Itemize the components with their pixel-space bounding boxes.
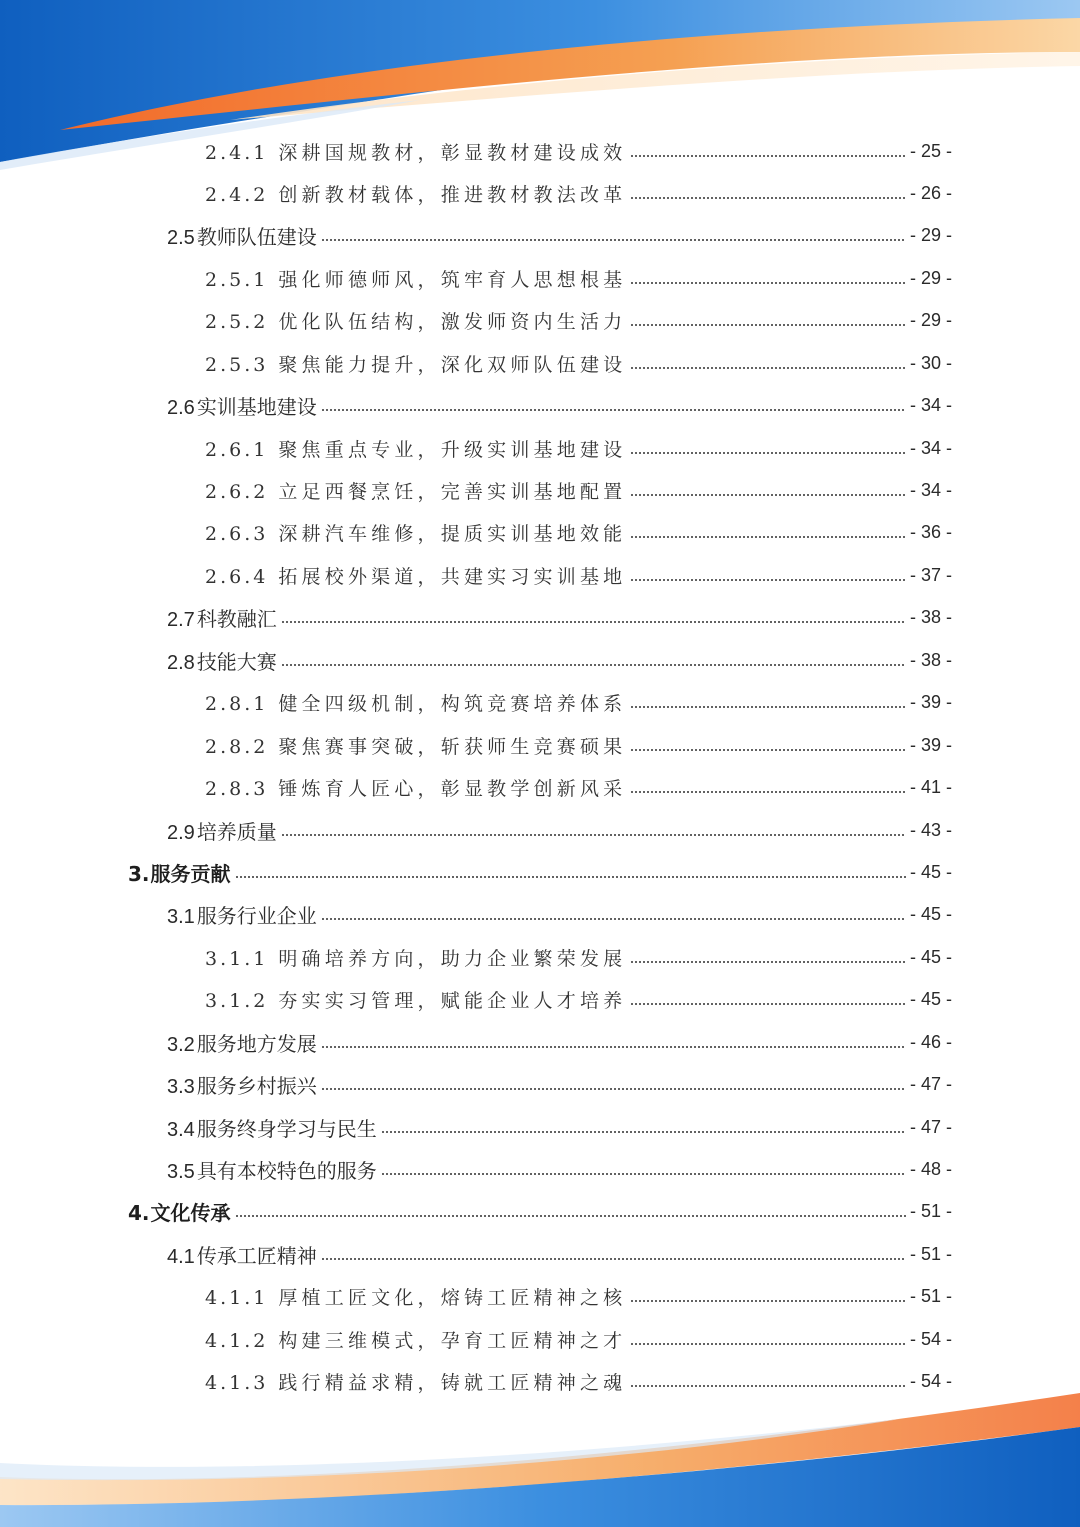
- toc-entry-number: 2.6.4: [205, 565, 269, 588]
- toc-entry[interactable]: [205, 178, 952, 208]
- dot-leader: [630, 1385, 906, 1387]
- toc-entry[interactable]: [205, 1324, 952, 1354]
- toc-entry-number: 3.1.1: [205, 947, 269, 970]
- toc-entry-title: 聚焦能力提升，深化双师队伍建设: [278, 353, 627, 376]
- toc-entry-number: 3.4: [167, 1118, 195, 1141]
- toc-entry-number: 4.1.3: [205, 1371, 269, 1394]
- toc-entry[interactable]: [205, 942, 952, 972]
- toc-entry-page: - 34 -: [909, 437, 952, 458]
- toc-entry-page: - 47 -: [909, 1116, 952, 1137]
- dot-leader: [630, 1300, 906, 1302]
- toc-entry-title: 传承工匠精神: [196, 1243, 317, 1268]
- dot-leader: [281, 621, 906, 623]
- toc-entry-number: 4.1.1: [205, 1286, 269, 1309]
- toc-entry-page: - 51 -: [909, 1285, 952, 1306]
- toc-entry-number: 3.2: [167, 1033, 195, 1056]
- dot-leader: [321, 1258, 906, 1260]
- toc-entry-number: 3.1.2: [205, 989, 269, 1012]
- toc-entry-number: 3.5: [167, 1160, 195, 1183]
- toc-entry-title: 科教融汇: [196, 606, 277, 631]
- dot-leader: [630, 155, 906, 157]
- toc-entry[interactable]: [205, 984, 952, 1014]
- dot-leader: [321, 918, 906, 920]
- toc-entry-page: - 45 -: [909, 988, 952, 1009]
- toc-entry-page: - 34 -: [909, 479, 952, 500]
- toc-entry-page: - 38 -: [909, 649, 952, 670]
- toc-entry-page: - 38 -: [909, 606, 952, 627]
- toc-entry[interactable]: [205, 475, 952, 505]
- toc-entry[interactable]: [205, 348, 952, 378]
- toc-entry-number: 2.8.1: [205, 692, 269, 715]
- toc-entry[interactable]: [205, 433, 952, 463]
- toc-entry-title: 培养质量: [196, 819, 277, 844]
- toc-entry-page: - 29 -: [909, 267, 952, 288]
- toc-entry-title: 聚焦重点专业，升级实训基地建设: [278, 438, 627, 461]
- dot-leader: [321, 409, 906, 411]
- toc-entry-page: - 36 -: [909, 521, 952, 542]
- dot-leader: [235, 876, 906, 878]
- toc-entry-number: 2.8: [167, 651, 195, 674]
- toc-entry-number: 2.6.2: [205, 480, 269, 503]
- toc-entry[interactable]: [167, 815, 952, 845]
- dot-leader: [235, 1215, 906, 1217]
- toc-entry-number: 2.4.2: [205, 183, 269, 206]
- toc-entry-page: - 46 -: [909, 1031, 952, 1052]
- toc-entry-title: 深耕国规教材，彰显教材建设成效: [278, 141, 627, 164]
- toc-entry[interactable]: [167, 645, 952, 675]
- toc-entry[interactable]: [167, 602, 952, 632]
- toc-entry-title: 健全四级机制，构筑竞赛培养体系: [278, 692, 627, 715]
- dot-leader: [630, 749, 906, 751]
- dot-leader: [630, 791, 906, 793]
- dot-leader: [630, 494, 906, 496]
- toc-entry-number: 2.9: [167, 821, 195, 844]
- toc-entry[interactable]: [167, 220, 952, 250]
- toc-entry-page: - 51 -: [909, 1243, 952, 1264]
- toc-entry-number: 2.7: [167, 608, 195, 631]
- toc-entry-title: 深耕汽车维修，提质实训基地效能: [278, 522, 627, 545]
- toc-entry-title: 服务行业企业: [196, 903, 317, 928]
- toc-entry-number: 2.6: [167, 396, 195, 419]
- toc-entry-title: 聚焦赛事突破，斩获师生竞赛硕果: [278, 735, 627, 758]
- toc-entry-title: 践行精益求精，铸就工匠精神之魂: [278, 1371, 627, 1394]
- toc-entry-title: 构建三维模式，孕育工匠精神之才: [278, 1329, 627, 1352]
- toc-entry-number: 2.5.2: [205, 310, 269, 333]
- toc-entry[interactable]: [167, 1069, 952, 1099]
- dot-leader: [630, 282, 906, 284]
- toc-entry-page: - 43 -: [909, 819, 952, 840]
- toc-entry[interactable]: [205, 136, 952, 166]
- toc-entry-page: - 39 -: [909, 691, 952, 712]
- toc-entry-number: 4.1.2: [205, 1329, 269, 1352]
- toc-entry[interactable]: [128, 857, 952, 887]
- toc-entry-title: 立足西餐烹饪，完善实训基地配置: [278, 480, 627, 503]
- dot-leader: [281, 664, 906, 666]
- toc-entry-title: 强化师德师风，筑牢育人思想根基: [278, 268, 627, 291]
- toc-entry-page: - 41 -: [909, 776, 952, 797]
- toc-entry[interactable]: [205, 730, 952, 760]
- toc-entry[interactable]: [205, 1281, 952, 1311]
- toc-entry-page: - 37 -: [909, 564, 952, 585]
- toc-entry-page: - 47 -: [909, 1073, 952, 1094]
- dot-leader: [630, 706, 906, 708]
- toc-entry-title: 厚植工匠文化，熔铸工匠精神之核: [278, 1286, 627, 1309]
- toc-entry-number: 2.5: [167, 226, 195, 249]
- toc-entry-page: - 45 -: [909, 861, 952, 882]
- dot-leader: [630, 1343, 906, 1345]
- dot-leader: [630, 197, 906, 199]
- toc-entry-title: 优化队伍结构，激发师资内生活力: [278, 310, 627, 333]
- toc-entry[interactable]: [167, 390, 952, 420]
- toc-entry-number: 2.6.3: [205, 522, 269, 545]
- toc-entry-number: 3.: [128, 861, 150, 886]
- toc-entry-number: 2.6.1: [205, 438, 269, 461]
- toc-entry-title: 明确培养方向，助力企业繁荣发展: [278, 947, 627, 970]
- toc-entry[interactable]: [205, 1366, 952, 1396]
- toc-entry-title: 教师队伍建设: [196, 224, 317, 249]
- dot-leader: [630, 452, 906, 454]
- toc-entry-page: - 51 -: [909, 1200, 952, 1221]
- toc-entry[interactable]: [205, 517, 952, 547]
- toc-entry-number: 4.: [128, 1200, 150, 1225]
- dot-leader: [630, 579, 906, 581]
- toc-entry-title: 创新教材载体，推进教材教法改革: [278, 183, 627, 206]
- dot-leader: [381, 1131, 906, 1133]
- toc-entry-title: 夯实实习管理，赋能企业人才培养: [278, 989, 627, 1012]
- toc-entry-number: 2.4.1: [205, 141, 269, 164]
- toc-entry-number: 4.1: [167, 1245, 195, 1268]
- toc-entry-number: 2.8.3: [205, 777, 269, 800]
- toc-entry-number: 3.1: [167, 905, 195, 928]
- toc-entry[interactable]: [167, 1027, 952, 1057]
- toc-entry[interactable]: [167, 1112, 952, 1142]
- dot-leader: [630, 1003, 906, 1005]
- toc-entry-page: - 29 -: [909, 224, 952, 245]
- toc-entry[interactable]: [167, 899, 952, 929]
- toc-entry-title: 文化传承: [150, 1200, 231, 1225]
- toc-entry[interactable]: [205, 772, 952, 802]
- toc-entry[interactable]: [167, 1239, 952, 1269]
- dot-leader: [381, 1173, 906, 1175]
- toc-entry-page: - 29 -: [909, 309, 952, 330]
- dot-leader: [281, 834, 906, 836]
- dot-leader: [321, 1088, 906, 1090]
- dot-leader: [321, 239, 906, 241]
- toc-entry-title: 技能大赛: [196, 649, 277, 674]
- toc-entry-title: 服务地方发展: [196, 1031, 317, 1056]
- toc-entry-page: - 30 -: [909, 352, 952, 373]
- toc-entry-title: 锤炼育人匠心，彰显教学创新风采: [278, 777, 627, 800]
- toc-entry-number: 2.8.2: [205, 735, 269, 758]
- toc-entry-page: - 25 -: [909, 140, 952, 161]
- dot-leader: [630, 367, 906, 369]
- toc-entry-page: - 26 -: [909, 182, 952, 203]
- toc-entry-page: - 54 -: [909, 1328, 952, 1349]
- dot-leader: [630, 536, 906, 538]
- toc-entry-title: 服务贡献: [150, 861, 231, 886]
- toc-entry-page: - 45 -: [909, 903, 952, 924]
- toc-entry[interactable]: [128, 1196, 952, 1226]
- toc-entry-page: - 34 -: [909, 394, 952, 415]
- toc-entry-number: 2.5.3: [205, 353, 269, 376]
- toc-entry-title: 拓展校外渠道，共建实习实训基地: [278, 565, 627, 588]
- toc-entry[interactable]: [205, 305, 952, 335]
- toc-entry-title: 服务乡村振兴: [196, 1073, 317, 1098]
- toc-entry[interactable]: [167, 1154, 952, 1184]
- toc-entry-page: - 54 -: [909, 1370, 952, 1391]
- toc-entry-page: - 48 -: [909, 1158, 952, 1179]
- toc-entry-page: - 45 -: [909, 946, 952, 967]
- toc-entry[interactable]: [205, 263, 952, 293]
- dot-leader: [321, 1046, 906, 1048]
- toc-entry-page: - 39 -: [909, 734, 952, 755]
- toc-entry-title: 服务终身学习与民生: [196, 1116, 377, 1141]
- toc-entry[interactable]: [205, 687, 952, 717]
- toc-entry[interactable]: [205, 560, 952, 590]
- toc-entry-title: 具有本校特色的服务: [196, 1158, 377, 1183]
- dot-leader: [630, 324, 906, 326]
- dot-leader: [630, 961, 906, 963]
- toc-entry-number: 2.5.1: [205, 268, 269, 291]
- toc-entry-number: 3.3: [167, 1075, 195, 1098]
- toc-entry-title: 实训基地建设: [196, 394, 317, 419]
